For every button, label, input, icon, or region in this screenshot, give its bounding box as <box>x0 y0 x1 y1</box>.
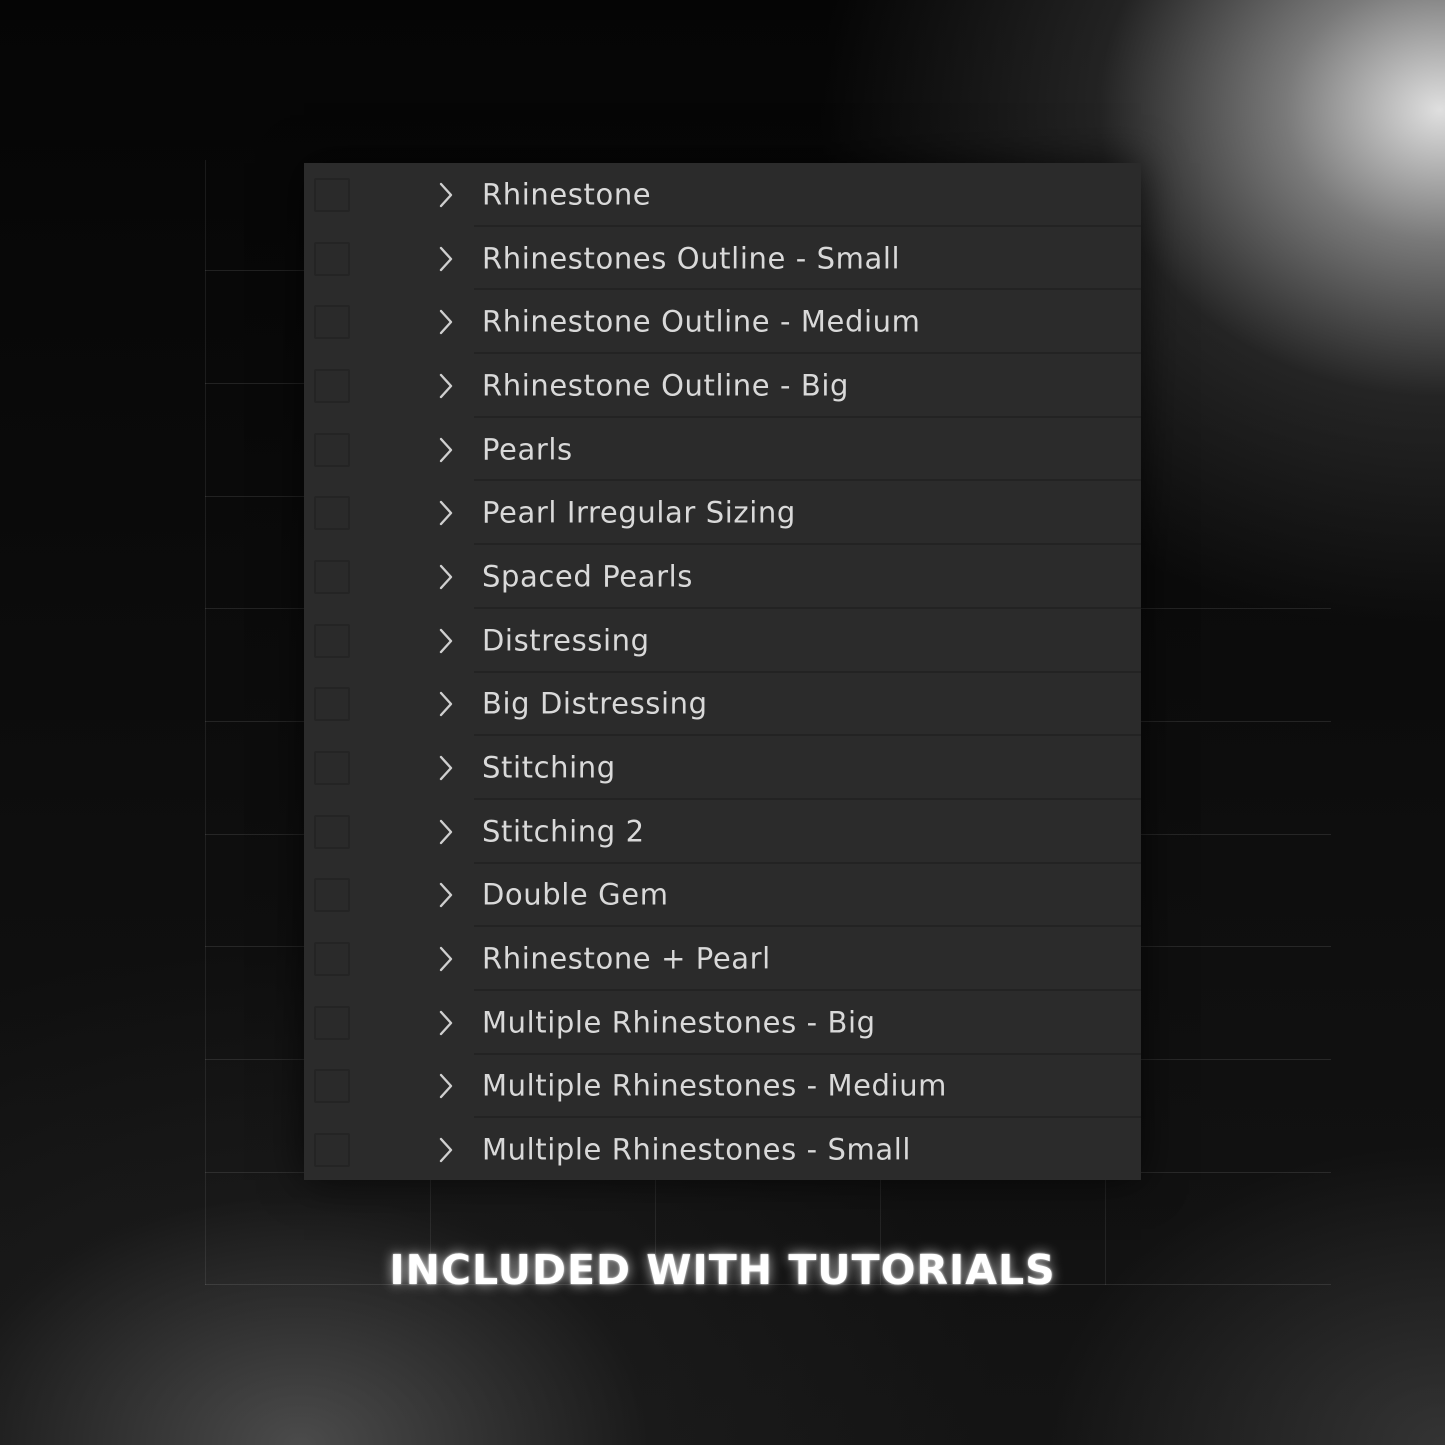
chevron-right-icon[interactable] <box>438 308 454 336</box>
grid-line <box>205 1059 305 1060</box>
layer-row[interactable] <box>304 927 1141 991</box>
visibility-toggle-icon[interactable] <box>314 815 350 849</box>
chevron-right-icon[interactable] <box>438 754 454 782</box>
chevron-right-icon[interactable] <box>438 181 454 209</box>
chevron-right-icon[interactable] <box>438 1136 454 1164</box>
layer-label: Stitching <box>482 750 616 785</box>
layer-row[interactable] <box>304 545 1141 609</box>
layer-label: Stitching 2 <box>482 814 645 849</box>
layer-label: Pearl Irregular Sizing <box>482 495 796 530</box>
layer-label: Rhinestone + Pearl <box>482 941 771 976</box>
layer-row[interactable] <box>304 354 1141 418</box>
layer-row[interactable] <box>304 673 1141 737</box>
visibility-toggle-icon[interactable] <box>314 178 350 212</box>
visibility-toggle-icon[interactable] <box>314 242 350 276</box>
chevron-right-icon[interactable] <box>438 436 454 464</box>
layer-label: Multiple Rhinestones - Big <box>482 1005 876 1040</box>
chevron-right-icon[interactable] <box>438 372 454 400</box>
grid-line <box>205 608 305 609</box>
layer-row[interactable] <box>304 481 1141 545</box>
chevron-right-icon[interactable] <box>438 818 454 846</box>
grid-line <box>1141 834 1331 835</box>
layer-row[interactable] <box>304 227 1141 291</box>
layer-label: Multiple Rhinestones - Small <box>482 1132 912 1167</box>
layer-row[interactable] <box>304 418 1141 482</box>
layer-row[interactable] <box>304 800 1141 864</box>
grid-line <box>205 496 305 497</box>
visibility-toggle-icon[interactable] <box>314 878 350 912</box>
visibility-toggle-icon[interactable] <box>314 751 350 785</box>
visibility-toggle-icon[interactable] <box>314 1133 350 1167</box>
layer-label: Distressing <box>482 622 650 657</box>
grid-line <box>1141 721 1331 722</box>
layer-row[interactable] <box>304 163 1141 227</box>
chevron-right-icon[interactable] <box>438 499 454 527</box>
layer-label: Rhinestone Outline - Big <box>482 368 850 403</box>
grid-line <box>205 383 305 384</box>
grid-line <box>1141 608 1331 609</box>
grid-line <box>205 721 305 722</box>
layer-label: Double Gem <box>482 877 669 912</box>
layer-row[interactable] <box>304 290 1141 354</box>
grid-line <box>205 160 206 1285</box>
layer-row[interactable] <box>304 1118 1141 1180</box>
chevron-right-icon[interactable] <box>438 1072 454 1100</box>
chevron-right-icon[interactable] <box>438 945 454 973</box>
grid-line <box>205 270 305 271</box>
grid-line <box>205 946 305 947</box>
layer-label: Rhinestone <box>482 177 652 212</box>
layer-row[interactable] <box>304 609 1141 673</box>
chevron-right-icon[interactable] <box>438 627 454 655</box>
grid-line <box>1141 946 1331 947</box>
layer-label: Multiple Rhinestones - Medium <box>482 1068 948 1103</box>
chevron-right-icon[interactable] <box>438 690 454 718</box>
visibility-toggle-icon[interactable] <box>314 496 350 530</box>
visibility-toggle-icon[interactable] <box>314 433 350 467</box>
visibility-toggle-icon[interactable] <box>314 1006 350 1040</box>
visibility-toggle-icon[interactable] <box>314 305 350 339</box>
visibility-toggle-icon[interactable] <box>314 624 350 658</box>
chevron-right-icon[interactable] <box>438 1009 454 1037</box>
chevron-right-icon[interactable] <box>438 563 454 591</box>
visibility-toggle-icon[interactable] <box>314 687 350 721</box>
layer-row[interactable] <box>304 736 1141 800</box>
grid-line <box>205 834 305 835</box>
caption-text: INCLUDED WITH TUTORIALS <box>389 1246 1056 1294</box>
grid-line <box>1141 1059 1331 1060</box>
chevron-right-icon[interactable] <box>438 881 454 909</box>
visibility-toggle-icon[interactable] <box>314 369 350 403</box>
visibility-toggle-icon[interactable] <box>314 560 350 594</box>
layers-panel <box>304 163 1141 1180</box>
layer-label: Big Distressing <box>482 686 708 721</box>
layer-row[interactable] <box>304 864 1141 928</box>
layer-label: Rhinestone Outline - Medium <box>482 304 921 339</box>
layer-label: Pearls <box>482 431 573 466</box>
layer-label: Spaced Pearls <box>482 559 693 594</box>
visibility-toggle-icon[interactable] <box>314 942 350 976</box>
layer-row[interactable] <box>304 1055 1141 1119</box>
visibility-toggle-icon[interactable] <box>314 1069 350 1103</box>
layer-label: Rhinestones Outline - Small <box>482 240 901 275</box>
chevron-right-icon[interactable] <box>438 245 454 273</box>
layer-row[interactable] <box>304 991 1141 1055</box>
